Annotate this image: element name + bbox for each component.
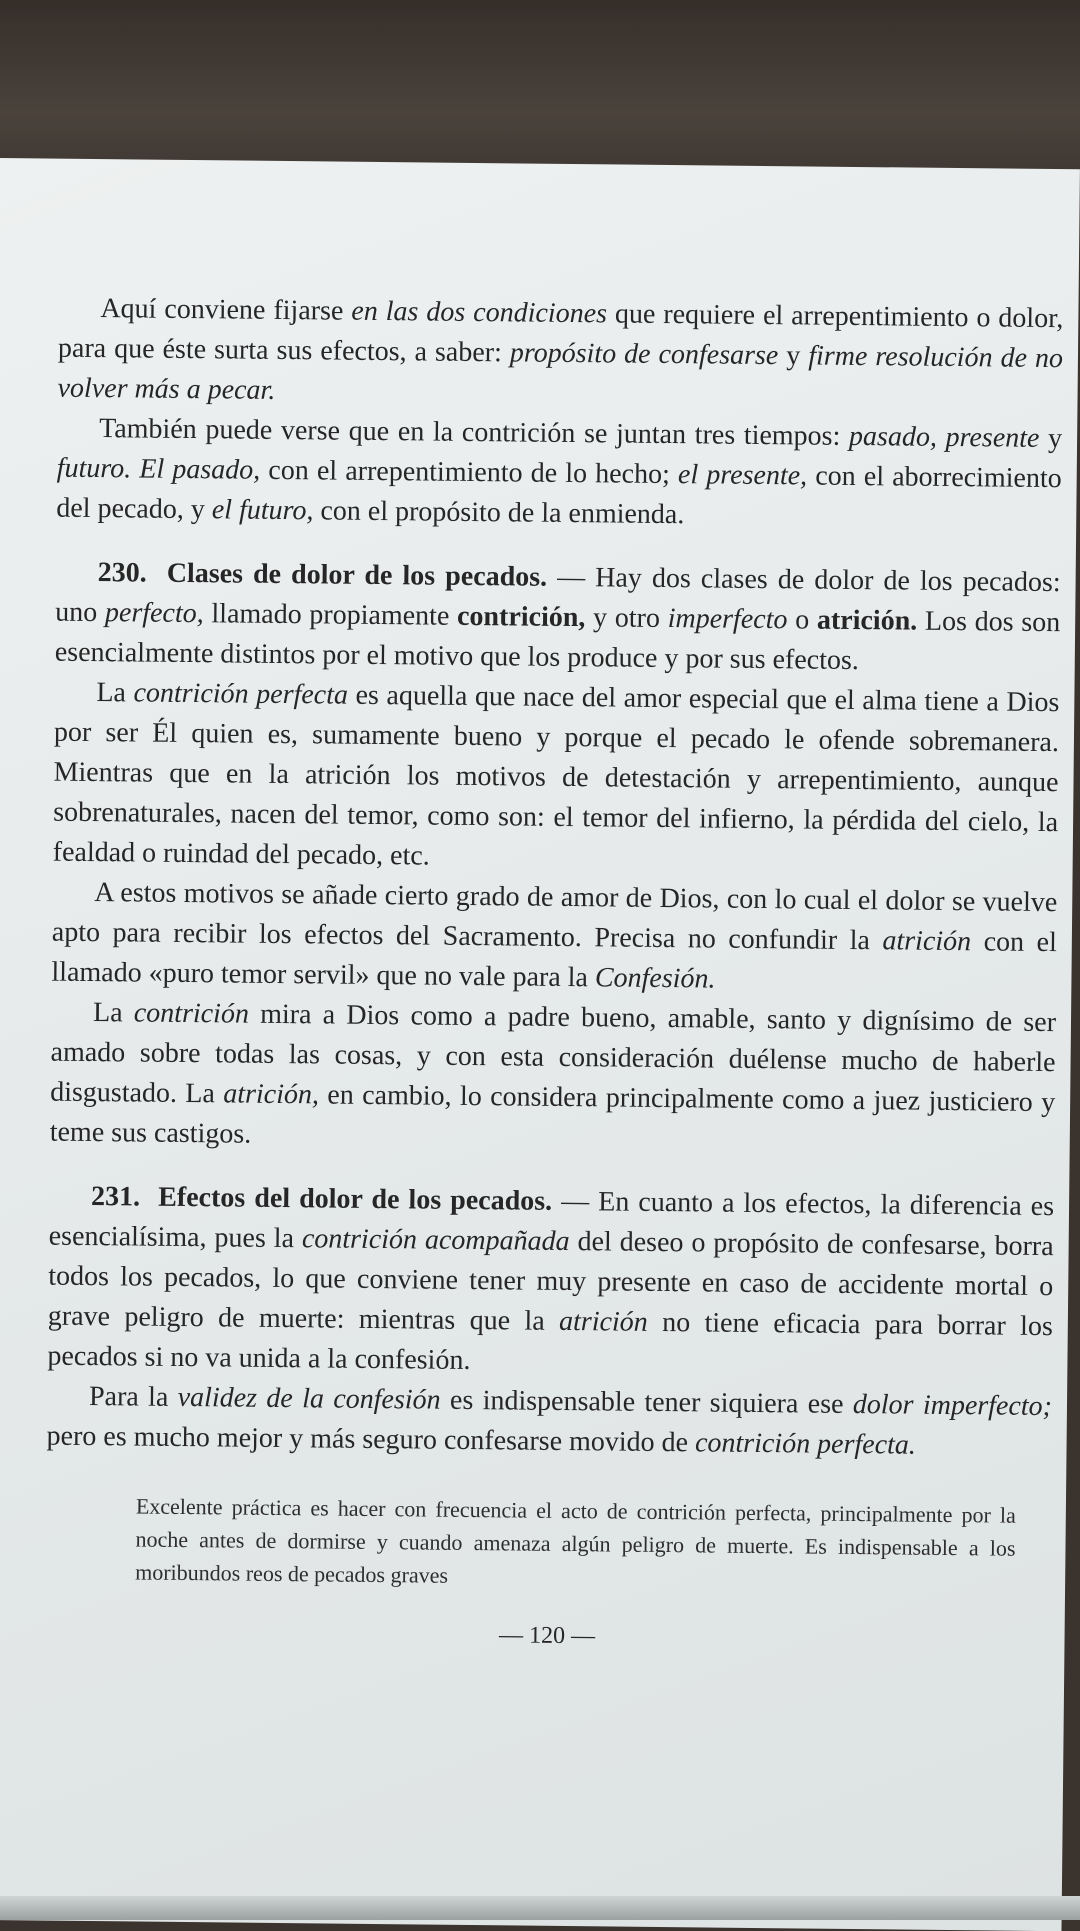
section-230: 230. Clases de dolor de los pecados. — Hay dos clases de dolor de los pecados: uno perfecto, llamado propiamente contrición, y otro imperfecto o atrición. Los dos son esencialmente distintos por el motivo que los produce y por sus efectos. <box>54 557 1061 677</box>
section-number: 231. <box>90 1181 141 1213</box>
section-heading: Efectos del dolor de los pecados. <box>158 1181 553 1217</box>
footnote: Excelente práctica es hacer con frecuencia el acto de contrición perfecta, principalmente por la noche antes de dormirse y cuando amenaza algún peligro de muerte. Es indispensable a los moribundos reos de pecados graves <box>135 1493 1016 1588</box>
section-number: 230. <box>97 557 147 589</box>
paragraph-three-times: También puede verse que en la contrición se juntan tres tiempos: pasado, presente y futuro. El pasado, con el arrepentimiento de lo hecho; el presente, con el aborrecimiento del pecado, y el futuro, con el propósito de la enmienda. <box>56 413 1063 531</box>
paragraph-validity: Para la validez de la confesión es indispensable tener siquiera ese dolor imperfecto; pero es mucho mejor y más seguro confesarse movido de contrición perfecta. <box>46 1381 1053 1461</box>
paragraph-love-of-god: A estos motivos se añade cierto grado de amor de Dios, con lo cual el dolor se vuelve apto para recibir los efectos del Sacramento. Precisa no confundir la atrición con el llamado «puro temor servil» que no vale para la Confesión. <box>51 877 1058 995</box>
paragraph-father-judge: La contrición mira a Dios como a padre bueno, amable, santo y dignísimo de ser amado sobre todas las cosas, y con esta consideración duélense mucho de haberle disgustado. La atrición, en cambio, lo considera principalmente como a juez justiciero y teme sus castigos. <box>49 997 1057 1150</box>
page-bottom-edge <box>0 1896 1080 1920</box>
book-page <box>0 158 1080 1931</box>
section-heading: Clases de dolor de los pecados. <box>166 557 548 593</box>
section-231: 231. Efectos del dolor de los pecados. — En cuanto a los efectos, la diferencia es esencialísima, pues la contrición acompañada del deseo o propósito de confesarse, borra todos los pecados, lo que conviene tener muy presente en caso de accidente mortal o grave peligro de muerte: mientras que la atrición no tiene eficacia para borrar los pecados si no va unida a la confesión. <box>47 1181 1055 1376</box>
paragraph-conditions: Aquí conviene fijarse en las dos condiciones que requiere el arrepentimiento o dolor, para que éste surta sus efectos, a saber: propósito de confesarse y firme resolución de no volver más a pecar. <box>57 293 1064 406</box>
page-text-block <box>44 289 1063 1655</box>
paragraph-perfect-contrition: La contrición perfecta es aquella que nace del amor especial que el alma tiene a Dios por ser Él quien es, sumamente bueno y porque el pecado le ofende sobremanera. Mientras que en la atrición los motivos de detestación y arrepentimiento, aunque sobrenaturales, nacen del temor, como son: el temor del infierno, la pérdida del cielo, la fealdad o ruindad del pecado, etc. <box>52 677 1060 872</box>
page-number: — 120 — <box>498 1622 596 1650</box>
